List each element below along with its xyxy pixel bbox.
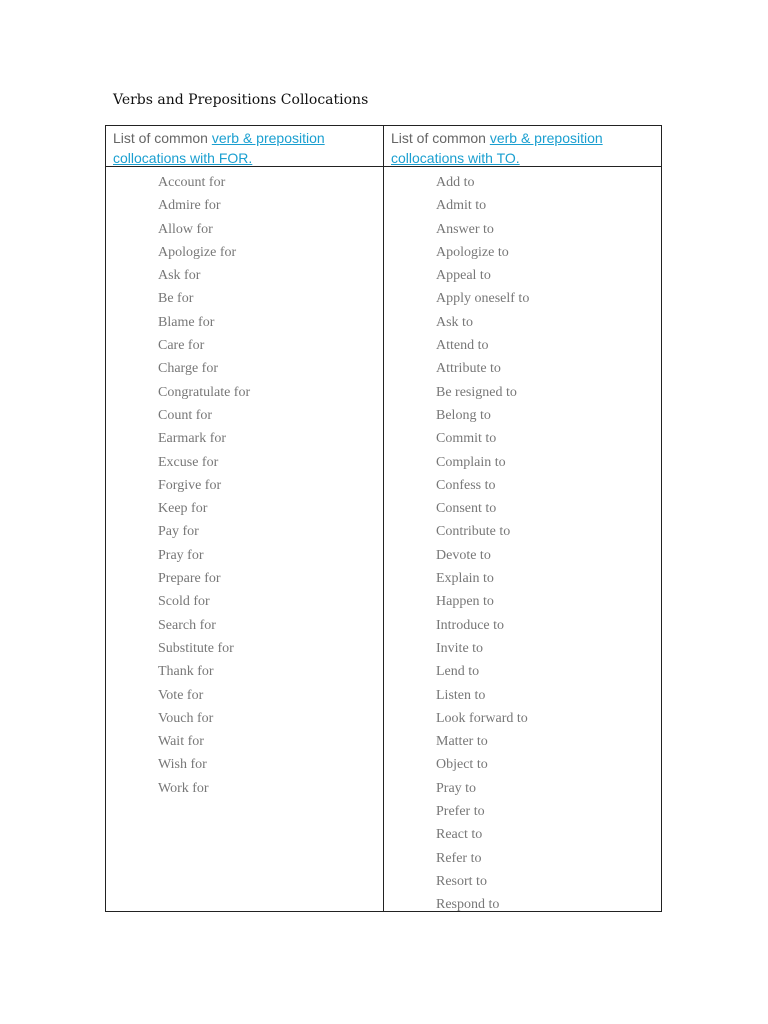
for-collocation-item: Work for: [158, 780, 209, 796]
to-collocation-item: Confess to: [436, 477, 496, 493]
to-collocation-item: Add to: [436, 175, 475, 190]
for-collocation-item: Congratulate for: [158, 384, 251, 400]
for-collocations-list: [158, 171, 250, 800]
column-divider: [383, 126, 384, 911]
to-collocation-item: Object to: [436, 757, 488, 773]
for-collocation-item: Vouch for: [158, 710, 214, 726]
to-collocation-item: Complain to: [436, 454, 506, 470]
to-collocation-item: Respond to: [436, 897, 500, 913]
to-collocation-item: Be resigned to: [436, 384, 517, 400]
for-collocation-item: Prepare for: [158, 571, 221, 587]
for-collocation-item: Wait for: [158, 734, 204, 750]
for-collocation-item: Ask for: [158, 268, 201, 284]
for-collocation-item: Blame for: [158, 314, 215, 330]
to-collocation-item: Explain to: [436, 571, 494, 587]
collocations-table: [105, 125, 662, 912]
to-collocations-list: [436, 171, 529, 917]
header-to: [391, 128, 653, 168]
header-to-link-line1[interactable]: verb & preposition: [489, 130, 603, 146]
for-collocation-item: Charge for: [158, 361, 218, 377]
to-collocation-item: Contribute to: [436, 524, 511, 540]
to-collocation-item: Lend to: [436, 664, 480, 680]
to-collocation-item: Introduce to: [436, 617, 505, 633]
header-to-link-line2[interactable]: collocations with TO.: [391, 150, 520, 166]
for-collocation-item: Pay for: [158, 524, 199, 540]
to-collocation-item: Admit to: [436, 198, 487, 214]
for-collocation-item: Apologize for: [158, 244, 237, 260]
for-collocation-item: Care for: [158, 338, 205, 354]
for-collocation-item: Account for: [158, 175, 226, 190]
to-collocation-item: Prefer to: [436, 804, 485, 820]
for-collocation-item: Keep for: [158, 501, 208, 517]
to-collocation-item: React to: [436, 827, 483, 843]
to-collocation-item: Ask to: [436, 314, 473, 330]
for-collocation-item: Earmark for: [158, 431, 227, 447]
header-for-link-line1[interactable]: verb & preposition: [211, 130, 325, 146]
for-collocation-item: Forgive for: [158, 477, 222, 493]
header-for-link-line2[interactable]: collocations with FOR.: [113, 150, 253, 166]
to-collocation-item: Apply oneself to: [436, 291, 530, 307]
header-for: [113, 128, 375, 168]
header-for-prefix: List of common: [113, 130, 212, 146]
for-collocation-item: Thank for: [158, 664, 214, 680]
to-collocation-item: Devote to: [436, 547, 491, 563]
for-collocation-item: Admire for: [158, 198, 221, 214]
to-collocation-item: Attribute to: [436, 361, 501, 377]
header-to-prefix: List of common: [391, 130, 490, 146]
for-collocation-item: Scold for: [158, 594, 210, 610]
to-collocation-item: Look forward to: [436, 710, 528, 726]
for-collocation-item: Wish for: [158, 757, 207, 773]
to-collocation-item: Attend to: [436, 338, 489, 354]
to-collocation-item: Consent to: [436, 501, 497, 517]
to-collocation-item: Pray to: [436, 780, 477, 796]
for-collocation-item: Excuse for: [158, 454, 219, 470]
for-collocation-item: Pray for: [158, 547, 204, 563]
to-collocation-item: Apologize to: [436, 244, 509, 260]
for-collocation-item: Vote for: [158, 687, 204, 703]
for-collocation-item: Allow for: [158, 221, 213, 237]
to-collocation-item: Resort to: [436, 873, 487, 889]
document-title: Verbs and Prepositions Collocations: [113, 92, 369, 108]
to-collocation-item: Answer to: [436, 221, 494, 237]
for-collocation-item: Be for: [158, 291, 194, 307]
to-collocation-item: Commit to: [436, 431, 497, 447]
to-collocation-item: Happen to: [436, 594, 494, 610]
to-collocation-item: Appeal to: [436, 268, 491, 284]
to-collocation-item: Listen to: [436, 687, 486, 703]
for-collocation-item: Substitute for: [158, 640, 234, 656]
to-collocation-item: Belong to: [436, 407, 491, 423]
for-collocation-item: Count for: [158, 407, 213, 423]
to-collocation-item: Invite to: [436, 640, 484, 656]
for-collocation-item: Search for: [158, 617, 216, 633]
to-collocation-item: Refer to: [436, 850, 482, 866]
to-collocation-item: Matter to: [436, 734, 488, 750]
